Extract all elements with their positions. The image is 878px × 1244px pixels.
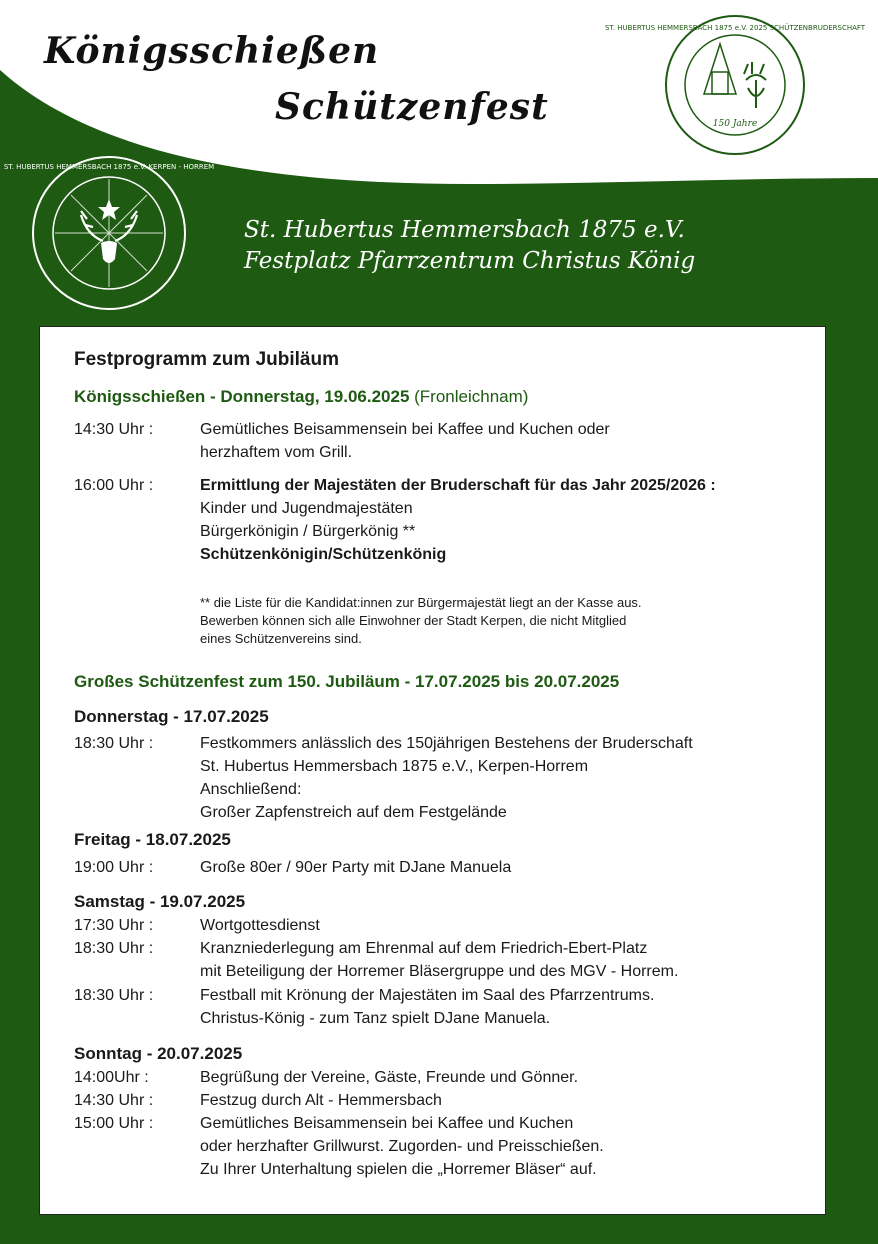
event-description: Ermittlung der Majestäten der Bruderschaft für das Jahr 2025/2026 : Kinder und Jugendmajestäten Bürgerkönigin / Bürgerkönig ** Schützenkönigin/Schützenkönig [200, 477, 716, 563]
time-label: 18:30 Uhr : [74, 940, 154, 957]
time-label: 14:30 Uhr : [74, 421, 154, 438]
time-label: 16:00 Uhr : [74, 477, 154, 494]
venue: Festplatz Pfarrzentrum Christus König [244, 248, 696, 274]
club-name: St. Hubertus Hemmersbach 1875 e.V. [244, 217, 685, 243]
title-koenigsschiessen: Königsschießen [44, 30, 380, 72]
time-label: 17:30 Uhr : [74, 917, 154, 934]
event-description: Kranzniederlegung am Ehrenmal auf dem Friedrich-Ebert-Platz mit Beteiligung der Horremer Bläsergruppe und des MGV - Horrem. [200, 940, 679, 980]
day-heading: Samstag - 19.07.2025 [74, 892, 246, 911]
event-description: Begrüßung der Vereine, Gäste, Freunde und Gönner. [200, 1069, 579, 1086]
time-label: 15:00 Uhr : [74, 1115, 154, 1132]
candidate-note: ** die Liste für die Kandidat:innen zur Bürgermajestät liegt an der Kasse aus. Bewerben können sich alle Einwohner der Stadt Kerpen, die nicht Mitglied eines Schützenvereins sind. [200, 595, 642, 646]
section-koenigsschiessen-title: Königsschießen - Donnerstag, 19.06.2025 (Fronleichnam) [74, 387, 529, 406]
day-heading: Sonntag - 20.07.2025 [74, 1044, 243, 1063]
svg-text:150 Jahre: 150 Jahre [712, 119, 758, 129]
event-description: Wortgottesdienst [200, 917, 320, 934]
event-description: Festkommers anlässlich des 150jährigen Bestehens der Bruderschaft St. Hubertus Hemmersbach 1875 e.V., Kerpen-Horrem Anschließend: Großer Zapfenstreich auf dem Festgelände [200, 735, 693, 821]
event-description: Festzug durch Alt - Hemmersbach [200, 1092, 442, 1109]
event-description: Große 80er / 90er Party mit DJane Manuela [200, 859, 512, 876]
club-seal-icon [3, 155, 215, 311]
day-heading: Donnerstag - 17.07.2025 [74, 707, 269, 726]
section-schuetzenfest-title: Großes Schützenfest zum 150. Jubiläum - 17.07.2025 bis 20.07.2025 [74, 672, 620, 691]
time-label: 18:30 Uhr : [74, 735, 154, 752]
day-heading: Freitag - 18.07.2025 [74, 830, 231, 849]
program-heading: Festprogramm zum Jubiläum [74, 349, 339, 370]
time-label: 18:30 Uhr : [74, 987, 154, 1004]
jubilee-seal-icon [604, 14, 866, 156]
svg-text:ST. HUBERTUS HEMMERSBACH 1875: ST. HUBERTUS HEMMERSBACH 1875 e.V. 2025 SCHÜTZENBRUDERSCHAFT [604, 24, 866, 32]
title-schuetzenfest: Schützenfest [275, 86, 549, 128]
time-label: 14:30 Uhr : [74, 1092, 154, 1109]
event-description: Gemütliches Beisammensein bei Kaffee und Kuchen oder herzhafter Grillwurst. Zugorden- und Preisschießen. Zu Ihrer Unterhaltung spielen die „Horremer Bläser“ auf. [200, 1115, 604, 1178]
program-panel [39, 326, 826, 1215]
event-description: Festball mit Krönung der Majestäten im Saal des Pfarrzentrums. Christus-König - zum Tanz spielt DJane Manuela. [200, 987, 655, 1027]
svg-text:ST. HUBERTUS HEMMERSBACH 1875: ST. HUBERTUS HEMMERSBACH 1875 e.V. KERPEN - HORREM [3, 163, 215, 171]
time-label: 14:00Uhr : [74, 1069, 149, 1086]
time-label: 19:00 Uhr : [74, 859, 154, 876]
event-description: Gemütliches Beisammensein bei Kaffee und Kuchen oder herzhaftem vom Grill. [200, 421, 610, 461]
